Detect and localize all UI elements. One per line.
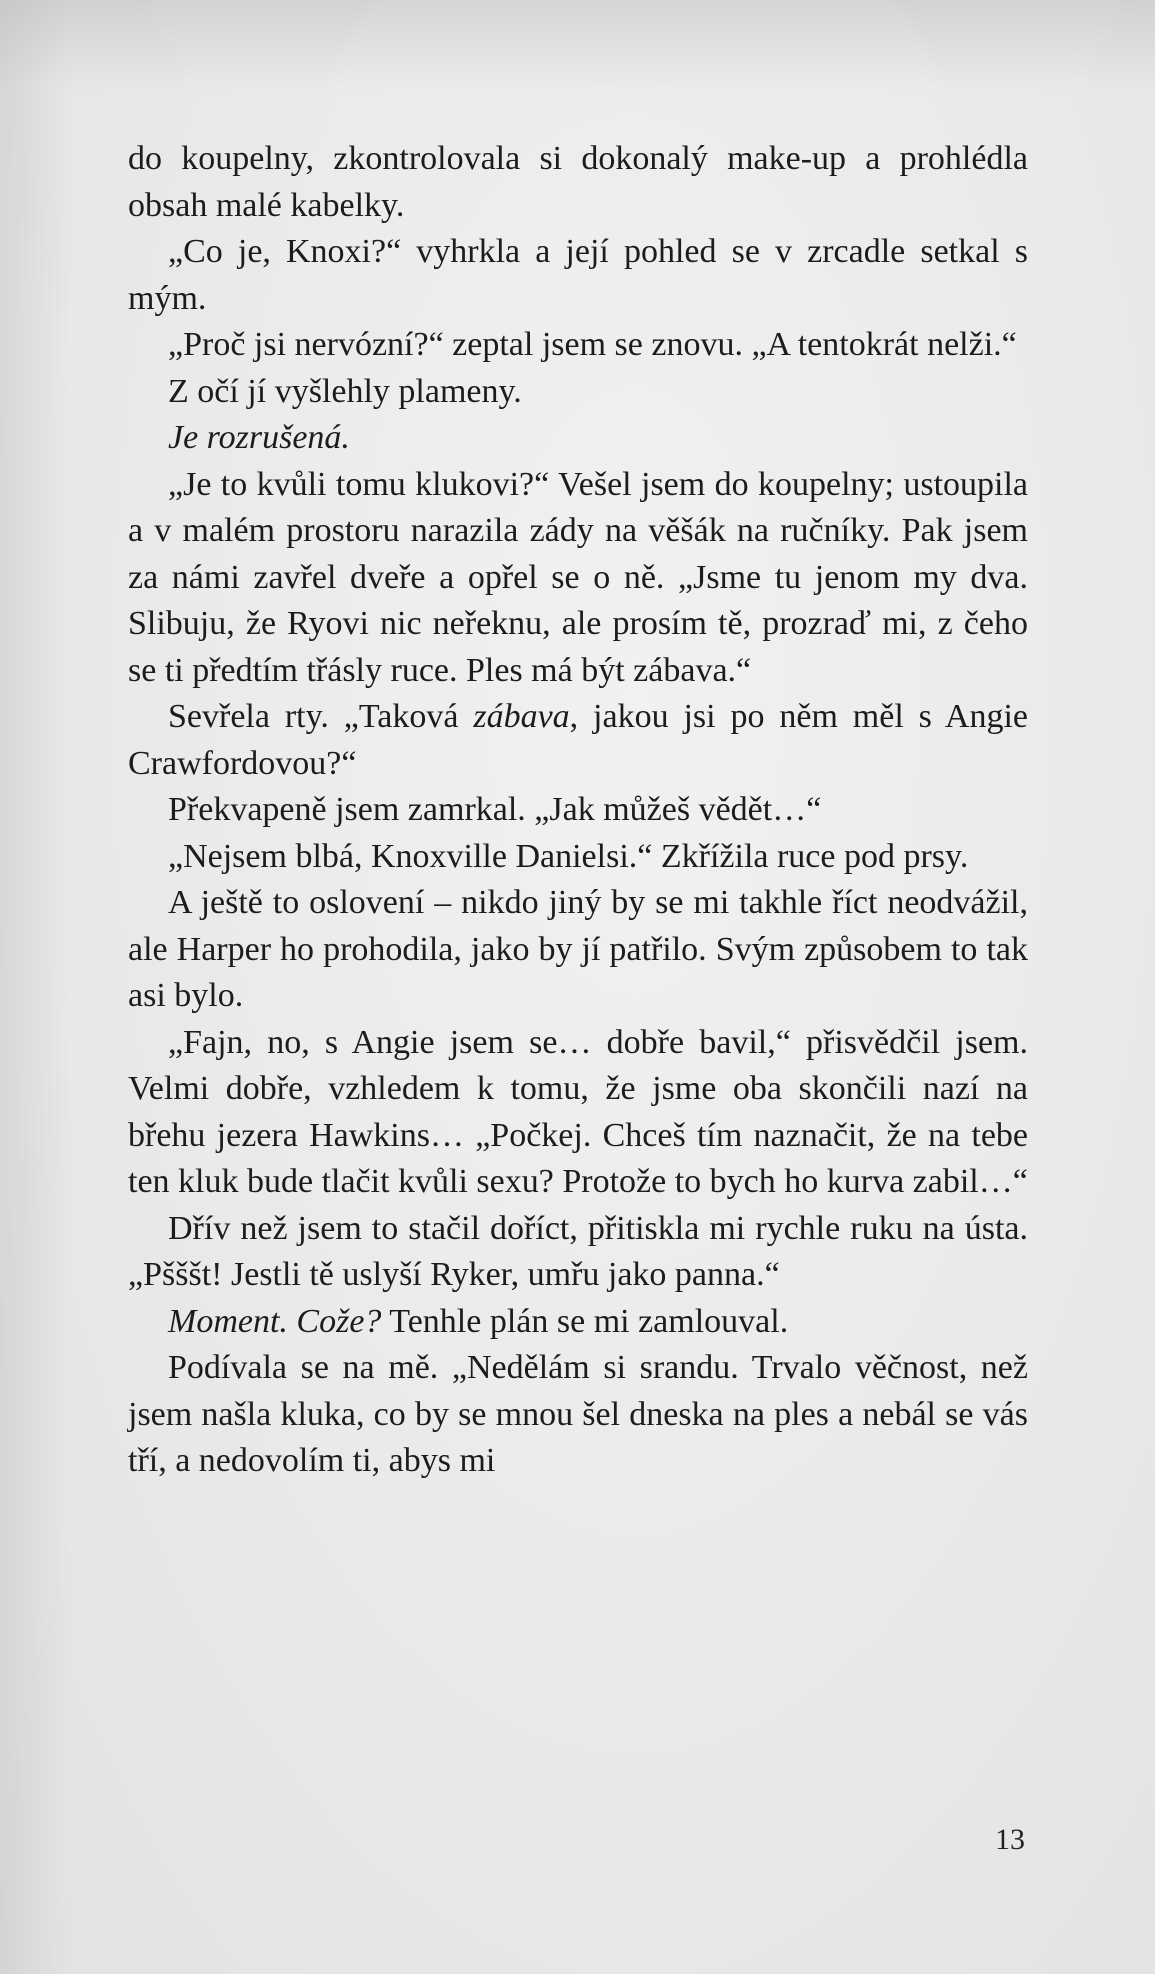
- paragraph: „Fajn, no, s Angie jsem se… dobře bavil,“ přisvědčil jsem. Velmi dobře, vzhledem k tomu, že jsme oba skončili nazí na břehu jezera Hawkins… „Počkej. Chceš tím naznačit, že na tebe ten kluk bude tlačit kvůli sexu? Protože to bych ho kurva zabil…“: [128, 1023, 1028, 1200]
- paragraph: „Nejsem blbá, Knoxville Danielsi.“ Zkřížila ruce pod prsy.: [168, 837, 969, 875]
- paragraph: „Je to kvůli tomu klukovi?“ Vešel jsem do koupelny; ustoupila a v malém prostoru narazila zády na věšák na ručníky. Pak jsem za námi zavřel dveře a opřel se o ně. „Jsme tu jenom my dva. Slibuju, že Ryovi nic neřeknu, ale prosím tě, prozraď mi, z čeho se ti předtím třásly ruce. Ples má být zábava.“: [128, 465, 1028, 689]
- paragraph: do koupelny, zkontrolovala si dokonalý make-up a prohlédla obsah malé kabelky.: [128, 140, 1028, 224]
- paragraph: Podívala se na mě. „Nedělám si srandu. Trvalo věčnost, než jsem našla kluka, co by se mnou šel dneska na ples a nebál se vás tří, a nedovolím ti, abys mi: [128, 1349, 1028, 1479]
- paragraph-text: Tenhle plán se mi zamlouval.: [381, 1302, 789, 1340]
- paragraph: [128, 415, 1028, 462]
- paragraph: Dřív než jsem to stačil doříct, přitiskla mi rychle ruku na ústa. „Pšššt! Jestli tě uslyší Ryker, umřu jako panna.“: [128, 1209, 1028, 1293]
- paragraph: [128, 694, 1028, 787]
- paragraph: „Co je, Knoxi?“ vyhrkla a její pohled se v zrcadle setkal s mým.: [128, 233, 1028, 317]
- italic-word: zábava: [473, 698, 570, 735]
- paragraph-text: , jakou jsi po něm měl s Angie Crawfordovou?“: [128, 698, 1028, 782]
- paragraph-text: Sevřela rty. „Taková: [168, 698, 474, 735]
- italic-thought: Je rozrušená.: [168, 419, 350, 456]
- italic-thought: Moment. Cože?: [168, 1302, 382, 1340]
- paragraph: A ještě to oslovení – nikdo jiný by se mi takhle říct neodvážil, ale Harper ho prohodila, jako by jí patřilo. Svým způsobem to tak asi bylo.: [128, 884, 1028, 1014]
- paragraph: Z očí jí vyšlehly plameny.: [168, 372, 522, 410]
- page-shadow-left: [0, 0, 70, 1974]
- body-text: [128, 136, 1028, 1485]
- paragraph: Překvapeně jsem zamrkal. „Jak můžeš vědět…“: [168, 791, 822, 828]
- page-number: 13: [995, 1823, 1025, 1856]
- paragraph: „Proč jsi nervózní?“ zeptal jsem se znovu. „A tentokrát nelži.“: [168, 326, 1017, 363]
- paragraph: [128, 1299, 1028, 1346]
- page-shadow-top: [0, 0, 1155, 90]
